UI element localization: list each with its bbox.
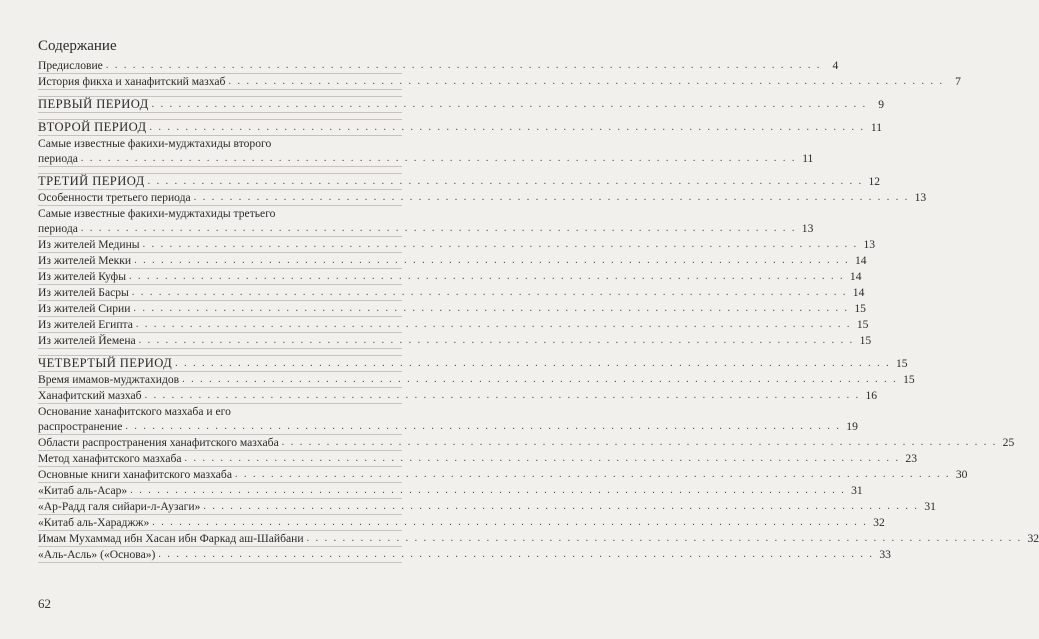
- toc-page-number: 31: [851, 484, 863, 497]
- toc-entry-text: Самые известные факихи-муджтахиды второго: [38, 137, 272, 150]
- toc-page-number: 19: [846, 420, 858, 433]
- toc-entry-row[interactable]: [38, 483, 863, 499]
- toc-entry-row[interactable]: [38, 435, 1015, 451]
- toc-entry-text: Из жителей Египта: [38, 318, 133, 331]
- dot-leader: . . . . . . . . . . . . . . . . . . . . . . . . . . . . . . . . . . . . . . . . . . . . . . . . . . . . . . . . . . . . . . . . . . . . . . . . . . . . . . . .: [142, 239, 859, 250]
- toc-entry-text: «Ар-Радд галя сийари-л-Аузаги»: [38, 500, 201, 513]
- toc-entry-text: «Аль-Асль» («Основа»): [38, 548, 156, 561]
- toc-page-number: 11: [802, 152, 814, 165]
- toc-page-number: 15: [856, 318, 869, 331]
- page-number: 62: [38, 596, 51, 611]
- toc-entry-row[interactable]: [38, 301, 866, 317]
- dot-leader: . . . . . . . . . . . . . . . . . . . . . . . . . . . . . . . . . . . . . . . . . . . . . . . . . . . . . . . . . . . . . . . . . . . . . . . . . . . . . . . .: [175, 358, 891, 369]
- toc-entry-text: Основные книги ханафитского мазхаба: [38, 468, 232, 481]
- dot-leader: . . . . . . . . . . . . . . . . . . . . . . . . . . . . . . . . . . . . . . . . . . . . . . . . . . . . . . . . . . . . . . . . . . . . . . . . . . . . . . . .: [138, 335, 855, 346]
- toc-page-number: 31: [924, 500, 936, 513]
- toc-entry-row[interactable]: [38, 253, 867, 269]
- toc-entry-row[interactable]: [38, 467, 968, 483]
- toc-page-number: 11: [870, 121, 882, 134]
- toc-page-number: 30: [955, 468, 968, 481]
- toc-entry-row[interactable]: [38, 531, 1039, 547]
- toc-entry-row[interactable]: [38, 221, 814, 237]
- toc-entry-text: Ханафитский мазхаб: [38, 389, 142, 402]
- toc-entry-row[interactable]: [38, 372, 915, 388]
- toc-entry-text: Имам Мухаммад ибн Хасан ибн Фаркад аш-Шайбани: [38, 532, 304, 545]
- dot-leader: . . . . . . . . . . . . . . . . . . . . . . . . . . . . . . . . . . . . . . . . . . . . . . . . . . . . . . . . . . . . . . . . . . . . . . . . . . . . . . . .: [193, 192, 910, 203]
- toc-section-row[interactable]: [38, 120, 882, 136]
- toc-entry-row[interactable]: [38, 515, 885, 531]
- dot-leader: . . . . . . . . . . . . . . . . . . . . . . . . . . . . . . . . . . . . . . . . . . . . . . . . . . . . . . . . . . . . . . . . . . . . . . . . . . . . . . . .: [228, 76, 944, 87]
- dot-leader: . . . . . . . . . . . . . . . . . . . . . . . . . . . . . . . . . . . . . . . . . . . . . . . . . . . . . . . . . . . . . . . . . . . . . . . . . . . . . . . .: [149, 122, 865, 133]
- dot-leader: . . . . . . . . . . . . . . . . . . . . . . . . . . . . . . . . . . . . . . . . . . . . . . . . . . . . . . . . . . . . . . . . . . . . . . . . . . . . . . . .: [105, 60, 822, 71]
- toc-page-number: 15: [859, 334, 872, 347]
- dot-leader: . . . . . . . . . . . . . . . . . . . . . . . . . . . . . . . . . . . . . . . . . . . . . . . . . . . . . . . . . . . . . . . . . . . . . . . . . . . . . . . .: [80, 223, 797, 234]
- dot-leader: . . . . . . . . . . . . . . . . . . . . . . . . . . . . . . . . . . . . . . . . . . . . . . . . . . . . . . . . . . . . . . . . . . . . . . . . . . . . . . . .: [133, 303, 849, 314]
- toc-entry-row[interactable]: [38, 151, 814, 167]
- toc-page-number: 32: [873, 516, 885, 529]
- toc-page-number: 15: [903, 373, 915, 386]
- dot-leader: . . . . . . . . . . . . . . . . . . . . . . . . . . . . . . . . . . . . . . . . . . . . . . . . . . . . . . . . . . . . . . . . . . . . . . . . . . . . . . . .: [134, 255, 850, 266]
- toc-entry-text: Из жителей Йемена: [38, 334, 136, 347]
- toc-entry-text: История фикха и ханафитский мазхаб: [38, 75, 226, 88]
- toc-page-number: 13: [914, 191, 927, 204]
- dot-leader: . . . . . . . . . . . . . . . . . . . . . . . . . . . . . . . . . . . . . . . . . . . . . . . . . . . . . . . . . . . . . . . . . . . . . . . . . . . . . . . .: [131, 287, 848, 298]
- dot-leader: . . . . . . . . . . . . . . . . . . . . . . . . . . . . . . . . . . . . . . . . . . . . . . . . . . . . . . . . . . . . . . . . . . . . . . . . . . . . . . . .: [306, 533, 1023, 544]
- toc-entry-text: Из жителей Медины: [38, 238, 140, 251]
- toc-entry-row[interactable]: [38, 269, 862, 285]
- toc-page-number: 15: [854, 302, 866, 315]
- toc-page-number: 15: [896, 357, 908, 370]
- toc-entry-row[interactable]: [38, 499, 936, 515]
- toc-entry-text: распространение: [38, 420, 123, 433]
- toc-entry-text: Время имамов-муджтахидов: [38, 373, 180, 386]
- toc-entry-row[interactable]: [38, 547, 891, 563]
- dot-leader: . . . . . . . . . . . . . . . . . . . . . . . . . . . . . . . . . . . . . . . . . . . . . . . . . . . . . . . . . . . . . . . . . . . . . . . . . . . . . . . .: [80, 153, 797, 164]
- toc-entry-row[interactable]: [38, 333, 872, 349]
- toc-spacer: [38, 113, 402, 120]
- toc-entry-text: «Китаб аль-Хараджж»: [38, 516, 150, 529]
- toc-page-number: 32: [1027, 532, 1039, 545]
- toc-entry-text: ПЕРВЫЙ ПЕРИОД: [38, 97, 149, 111]
- toc-page-number: 13: [801, 222, 814, 235]
- toc-entry-text: «Китаб аль-Асар»: [38, 484, 128, 497]
- toc-page-number: 25: [1002, 436, 1015, 449]
- toc-entry-text: Особенности третьего периода: [38, 191, 191, 204]
- dot-leader: . . . . . . . . . . . . . . . . . . . . . . . . . . . . . . . . . . . . . . . . . . . . . . . . . . . . . . . . . . . . . . . . . . . . . . . . . . . . . . . .: [152, 517, 868, 528]
- toc-entry-row[interactable]: [38, 419, 858, 435]
- dot-leader: . . . . . . . . . . . . . . . . . . . . . . . . . . . . . . . . . . . . . . . . . . . . . . . . . . . . . . . . . . . . . . . . . . . . . . . . . . . . . . . .: [128, 271, 845, 282]
- toc-entry-row[interactable]: [38, 388, 878, 404]
- toc-entry-text: периода: [38, 222, 78, 235]
- toc-page-number: 13: [863, 238, 876, 251]
- toc-section-row[interactable]: [38, 97, 885, 113]
- toc-page-number: 14: [852, 286, 865, 299]
- dot-leader: . . . . . . . . . . . . . . . . . . . . . . . . . . . . . . . . . . . . . . . . . . . . . . . . . . . . . . . . . . . . . . . . . . . . . . . . . . . . . . . .: [281, 437, 998, 448]
- toc-page-number: 23: [905, 452, 918, 465]
- table-of-contents: [38, 58, 1039, 563]
- toc-entry-text: Из жителей Куфы: [38, 270, 126, 283]
- toc-page-number: 12: [868, 175, 881, 188]
- toc-entry-row[interactable]: [38, 74, 961, 90]
- toc-page-number: 14: [855, 254, 867, 267]
- toc-entry-row[interactable]: [38, 451, 918, 467]
- toc-entry-text: ЧЕТВЕРТЫЙ ПЕРИОД: [38, 356, 173, 370]
- toc-entry-text: Из жителей Мекки: [38, 254, 132, 267]
- toc-entry-text: Самые известные факихи-муджтахиды третьего: [38, 207, 276, 220]
- toc-page-number: 33: [879, 548, 891, 561]
- dot-leader: . . . . . . . . . . . . . . . . . . . . . . . . . . . . . . . . . . . . . . . . . . . . . . . . . . . . . . . . . . . . . . . . . . . . . . . . . . . . . . . .: [234, 469, 951, 480]
- toc-entry-row[interactable]: [38, 317, 869, 333]
- toc-section-row[interactable]: [38, 356, 908, 372]
- toc-page-number: 16: [865, 389, 878, 402]
- dot-leader: . . . . . . . . . . . . . . . . . . . . . . . . . . . . . . . . . . . . . . . . . . . . . . . . . . . . . . . . . . . . . . . . . . . . . . . . . . . . . . . .: [158, 549, 874, 560]
- toc-page-number: 14: [849, 270, 862, 283]
- toc-entry-row[interactable]: [38, 190, 927, 206]
- toc-entry-text: ТРЕТИЙ ПЕРИОД: [38, 174, 145, 188]
- toc-entry-text: Предисловие: [38, 59, 103, 72]
- toc-entry-text: Основание ханафитского мазхаба и его: [38, 405, 231, 418]
- toc-page-number: 4: [832, 59, 839, 72]
- toc-entry-row[interactable]: [38, 136, 402, 151]
- toc-entry-text: Метод ханафитского мазхаба: [38, 452, 182, 465]
- toc-entry-text: Из жителей Басры: [38, 286, 129, 299]
- dot-leader: . . . . . . . . . . . . . . . . . . . . . . . . . . . . . . . . . . . . . . . . . . . . . . . . . . . . . . . . . . . . . . . . . . . . . . . . . . . . . . . .: [203, 501, 919, 512]
- toc-entry-text: Из жителей Сирии: [38, 302, 131, 315]
- dot-leader: . . . . . . . . . . . . . . . . . . . . . . . . . . . . . . . . . . . . . . . . . . . . . . . . . . . . . . . . . . . . . . . . . . . . . . . . . . . . . . . .: [135, 319, 852, 330]
- toc-entry-row[interactable]: [38, 206, 402, 221]
- toc-entry-text: Области распространения ханафитского мазхаба: [38, 436, 279, 449]
- dot-leader: . . . . . . . . . . . . . . . . . . . . . . . . . . . . . . . . . . . . . . . . . . . . . . . . . . . . . . . . . . . . . . . . . . . . . . . . . . . . . . . .: [147, 176, 864, 187]
- toc-spacer: [38, 349, 402, 356]
- dot-leader: . . . . . . . . . . . . . . . . . . . . . . . . . . . . . . . . . . . . . . . . . . . . . . . . . . . . . . . . . . . . . . . . . . . . . . . . . . . . . . . .: [130, 485, 846, 496]
- toc-spacer: [38, 90, 402, 97]
- toc-entry-text: ВТОРОЙ ПЕРИОД: [38, 120, 147, 134]
- dot-leader: . . . . . . . . . . . . . . . . . . . . . . . . . . . . . . . . . . . . . . . . . . . . . . . . . . . . . . . . . . . . . . . . . . . . . . . . . . . . . . . .: [144, 390, 861, 401]
- toc-entry-text: периода: [38, 152, 78, 165]
- dot-leader: . . . . . . . . . . . . . . . . . . . . . . . . . . . . . . . . . . . . . . . . . . . . . . . . . . . . . . . . . . . . . . . . . . . . . . . . . . . . . . . .: [182, 374, 898, 385]
- toc-page-number: 9: [878, 98, 885, 111]
- toc-entry-row[interactable]: [38, 58, 839, 74]
- toc-entry-row[interactable]: [38, 237, 876, 253]
- toc-entry-row[interactable]: [38, 404, 402, 419]
- toc-entry-row[interactable]: [38, 285, 865, 301]
- dot-leader: . . . . . . . . . . . . . . . . . . . . . . . . . . . . . . . . . . . . . . . . . . . . . . . . . . . . . . . . . . . . . . . . . . . . . . . . . . . . . . . .: [151, 99, 868, 110]
- toc-title: Содержание: [38, 38, 117, 54]
- dot-leader: . . . . . . . . . . . . . . . . . . . . . . . . . . . . . . . . . . . . . . . . . . . . . . . . . . . . . . . . . . . . . . . . . . . . . . . . . . . . . . . .: [125, 421, 841, 432]
- toc-spacer: [38, 167, 402, 174]
- dot-leader: . . . . . . . . . . . . . . . . . . . . . . . . . . . . . . . . . . . . . . . . . . . . . . . . . . . . . . . . . . . . . . . . . . . . . . . . . . . . . . . .: [184, 453, 901, 464]
- toc-section-row[interactable]: [38, 174, 881, 190]
- toc-page-number: 7: [955, 75, 961, 88]
